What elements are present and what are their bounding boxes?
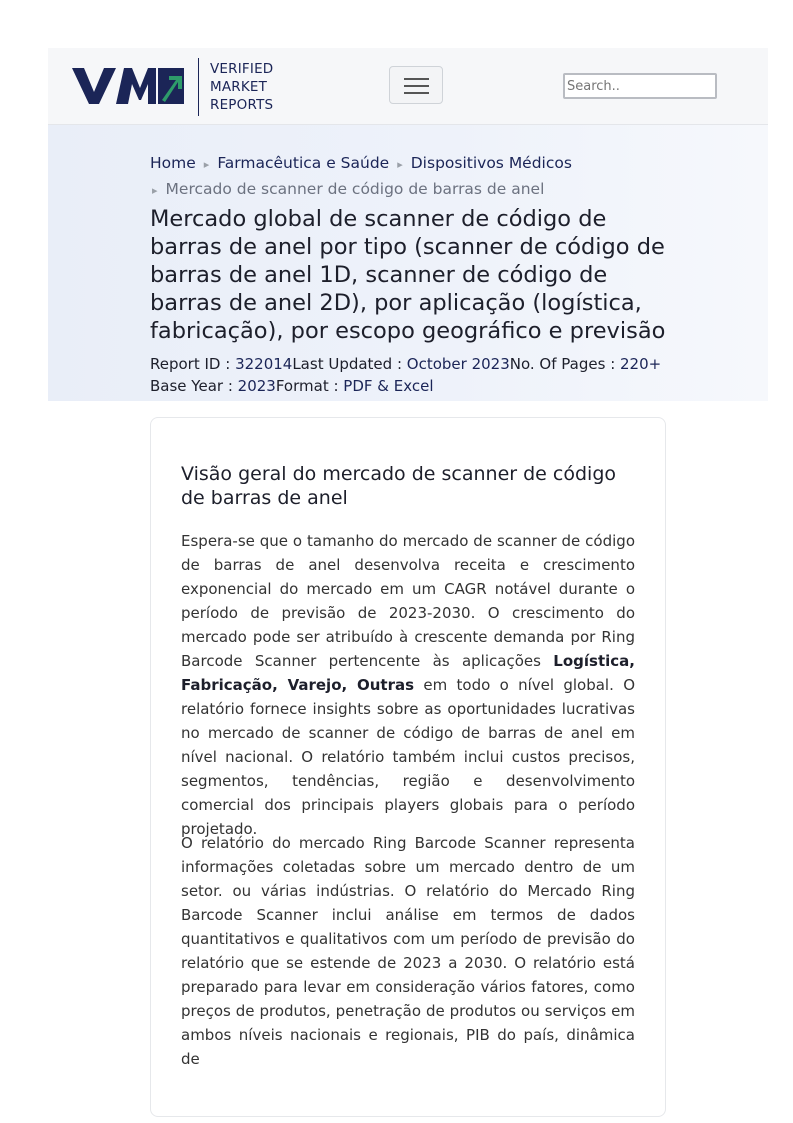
menu-bar-icon bbox=[404, 85, 429, 87]
pages-label: No. Of Pages : bbox=[509, 355, 621, 373]
updated-label: Last Updated : bbox=[292, 355, 407, 373]
chevron-right-icon: ▸ bbox=[203, 158, 210, 171]
base-year-value: 2023 bbox=[237, 377, 276, 395]
report-id-value: 322014 bbox=[235, 355, 293, 373]
logo-wordmark bbox=[210, 60, 273, 114]
report-id-label: Report ID : bbox=[150, 355, 236, 373]
logo-line-3: REPORTS bbox=[210, 97, 274, 113]
breadcrumb-pharma[interactable]: Farmacêutica e Saúde bbox=[217, 154, 390, 172]
format-value: PDF & Excel bbox=[343, 377, 434, 395]
overview-p1-text-a: Espera-se que o tamanho do mercado de scanner de código de barras de anel desenvolva receita e crescimento exponencial do mercado em um CAGR notável durante o período de previsão de 2023-2030. O crescimento do mercado pode ser atribuído à crescente demanda por Ring Barcode Scanner pertencente às aplicações bbox=[181, 532, 635, 670]
overview-paragraph-1 bbox=[181, 529, 635, 841]
overview-paragraph-2: O relatório do mercado Ring Barcode Scanner representa informações coletadas sobre um mercado dentro de um setor. ou várias indústrias. O relatório do Mercado Ring Barcode Scanner inclui análise em termos de dados quantitativos e qualitativos com um período de previsão do relatório que se estende de 2023 a 2030. O relatório está preparado para levar em consideração vários fatores, como preços de produtos, penetração de produtos ou serviços em ambos níveis nacionais e regionais, PIB do país, dinâmica de bbox=[181, 834, 635, 1068]
overview-heading: Visão geral do mercado de scanner de código de barras de anel bbox=[181, 463, 617, 509]
logo-divider bbox=[198, 58, 199, 116]
menu-bar-icon bbox=[404, 92, 429, 94]
report-hero bbox=[48, 125, 768, 401]
breadcrumb bbox=[150, 151, 670, 203]
logo-line-1: VERIFIED bbox=[210, 61, 274, 77]
overview-card bbox=[150, 417, 666, 1117]
search-input[interactable] bbox=[563, 73, 717, 99]
applications-list: Logística, Fabricação, Varejo, Outras bbox=[181, 652, 635, 694]
vmr-logo-icon[interactable] bbox=[72, 66, 184, 106]
breadcrumb-home[interactable]: Home bbox=[150, 154, 196, 172]
updated-value: October 2023 bbox=[406, 355, 510, 373]
hamburger-menu-button[interactable] bbox=[389, 66, 443, 104]
pages-value: 220+ bbox=[620, 355, 662, 373]
page-frame bbox=[48, 48, 768, 1068]
menu-bar-icon bbox=[404, 78, 429, 80]
base-year-label: Base Year : bbox=[150, 377, 238, 395]
site-header bbox=[48, 48, 768, 125]
logo-line-2: MARKET bbox=[210, 79, 268, 95]
breadcrumb-medical-devices[interactable]: Dispositivos Médicos bbox=[410, 154, 572, 172]
chevron-right-icon: ▸ bbox=[152, 184, 158, 197]
page-title: Mercado global de scanner de código de barras de anel por tipo (scanner de código de barras de anel 1D, scanner de código de barras de anel 2D), por aplicação (logística, fabricação), por escopo geográfico e previsão bbox=[150, 206, 666, 344]
report-meta bbox=[150, 353, 690, 397]
format-label: Format : bbox=[275, 377, 344, 395]
chevron-right-icon: ▸ bbox=[397, 158, 403, 171]
breadcrumb-current: Mercado de scanner de código de barras de anel bbox=[165, 180, 545, 198]
overview-p1-text-b: em todo o nível global. O relatório fornece insights sobre as oportunidades lucrativas no mercado de scanner de código de barras de anel em nível nacional. O relatório também inclui custos precisos, segmentos, tendências, região e desenvolvimento comercial dos principais players globais para o período projetado. bbox=[181, 676, 635, 838]
